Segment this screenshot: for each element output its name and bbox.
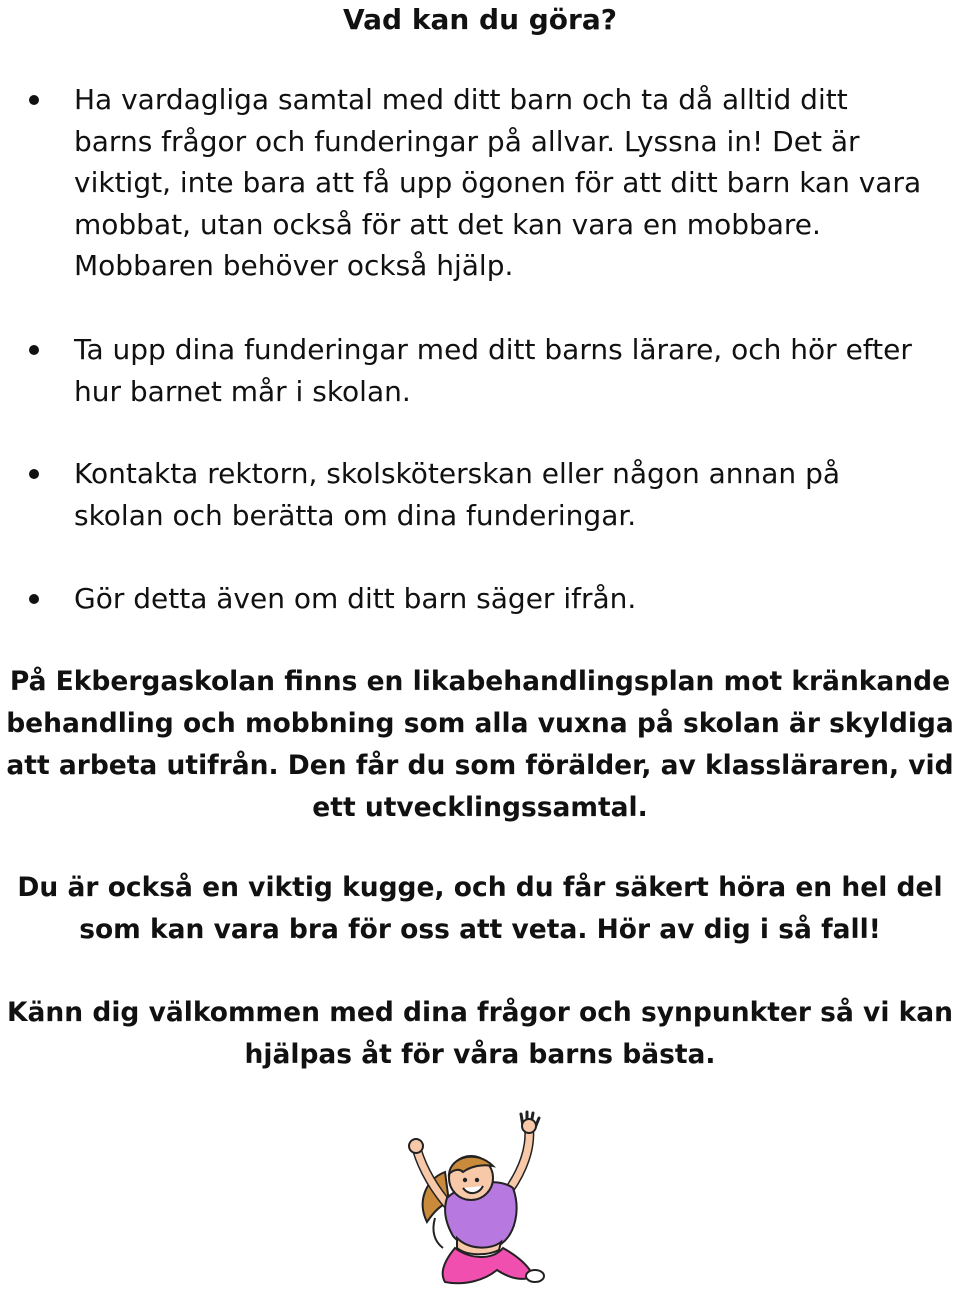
bullet-text: Kontakta rektorn, skolsköterskan eller någon annan på skolan och berätta om dina funderingar. [74,457,840,532]
bullet-dot-icon [29,594,39,604]
bullet-text: Ha vardagliga samtal med ditt barn och ta då alltid ditt barns frågor och funderingar på allvar. Lyssna in! Det är viktigt, inte bara att få upp ögonen för att ditt barn kan vara mobbat, utan också för att det kan vara en mobbare. Mobbaren behöver också hjälp. [74,83,922,282]
girl-hair-strand [433,1218,443,1248]
bullet-item [74,79,934,287]
info-paragraph-welcome: Känn dig välkommen med dina frågor och synpunkter så vi kan hjälpas åt för våra barns bästa. [6,997,954,1070]
bullet-text: Gör detta även om ditt barn säger ifrån. [74,582,637,615]
bullet-dot-icon [29,345,39,355]
girl-eye-left [463,1178,467,1182]
bullet-dot-icon [29,95,39,105]
girl-eye-right [475,1178,479,1182]
bullet-text: Ta upp dina funderingar med ditt barns lärare, och hör efter hur barnet mår i skolan. [74,333,912,408]
bullet-item [74,453,934,536]
jumping-girl-illustration [405,1110,565,1290]
bullet-item [74,329,934,412]
page-title: Vad kan du göra? [343,3,617,36]
bullet-item [74,578,934,620]
girl-shoe [526,1270,544,1282]
info-paragraph-plan: På Ekbergaskolan finns en likabehandlingsplan mot kränkande behandling och mobbning som alla vuxna på skolan är skyldiga att arbeta utifrån. Den får du som förälder, av klassläraren, vid ett utvecklingssamtal. [6,666,954,823]
bullet-dot-icon [29,469,39,479]
girl-left-hand [409,1139,423,1153]
info-paragraph-parent-role: Du är också en viktig kugge, och du får säkert höra en hel del som kan vara bra för oss att veta. Hör av dig i så fall! [17,872,943,945]
